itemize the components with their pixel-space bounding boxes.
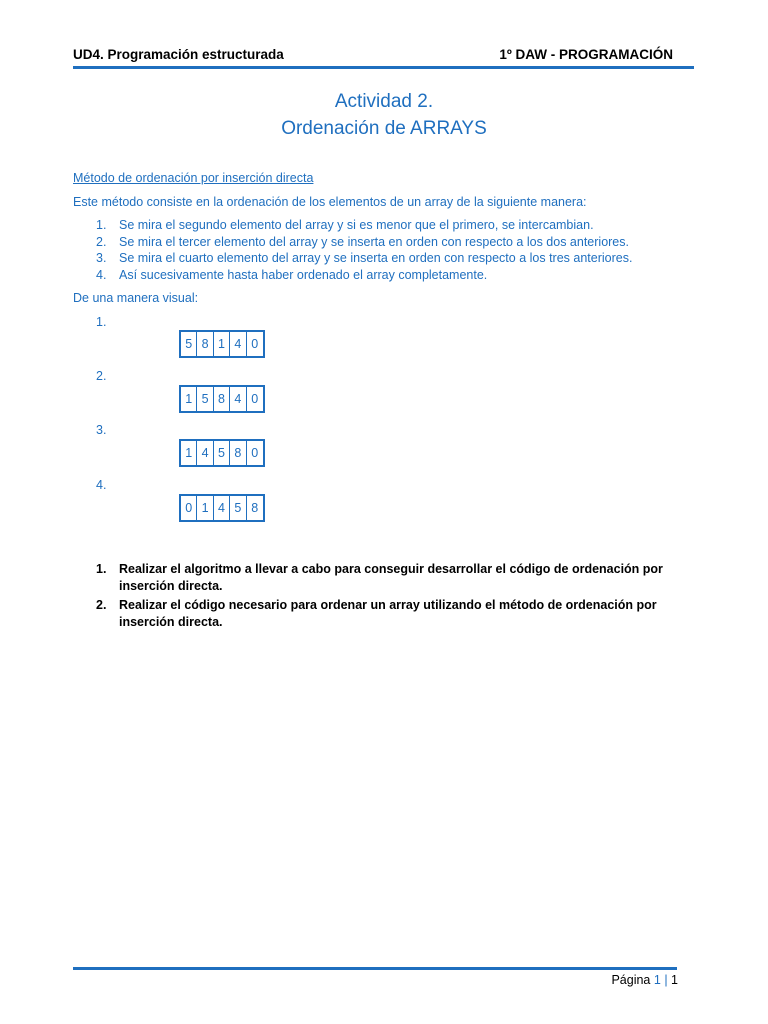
list-text: Se mira el tercer elemento del array y se inserta en orden con respecto a los dos anteriores. — [119, 234, 629, 249]
array-cell: 8 — [230, 441, 246, 465]
list-number: 1. — [96, 218, 107, 232]
steps-list — [96, 217, 632, 283]
array-cell: 1 — [181, 387, 197, 411]
array-diagram — [179, 385, 265, 413]
list-text: Se mira el cuarto elemento del array y se inserta en orden con respecto a los tres anteriores. — [119, 251, 633, 265]
array-diagram — [179, 439, 265, 467]
visual-step-number: 1. — [96, 315, 107, 329]
array-cell: 0 — [251, 337, 259, 351]
page-label: Página — [611, 973, 651, 987]
task-text: Realizar el algoritmo a llevar a cabo para conseguir desarrollar el código de ordenación por inserción directa. — [119, 562, 663, 593]
task-item — [96, 597, 676, 631]
list-number: 3. — [96, 251, 107, 265]
intro-paragraph: Este método consiste en la ordenación de los elementos de un array de la siguiente manera: — [73, 195, 587, 209]
list-text: Así sucesivamente hasta haber ordenado el array completamente. — [119, 267, 488, 282]
array-cell: 0 — [251, 446, 259, 460]
header-divider — [73, 66, 694, 69]
header-course-name: 1º DAW - PROGRAMACIÓN — [499, 47, 673, 62]
header-course-unit: UD4. Programación estructurada — [73, 47, 284, 62]
list-number: 2. — [96, 234, 107, 249]
page-number — [611, 973, 678, 987]
footer-divider — [73, 967, 677, 970]
array-cell: 4 — [197, 441, 213, 465]
list-text: Se mira el segundo elemento del array y si es menor que el primero, se intercambian. — [119, 218, 594, 232]
list-number: 4. — [96, 267, 107, 282]
array-cell: 5 — [181, 332, 197, 356]
task-number: 2. — [96, 598, 107, 612]
array-cell: 8 — [197, 332, 213, 356]
visual-label: De una manera visual: — [73, 291, 199, 305]
array-cell: 5 — [230, 496, 246, 520]
array-cell: 5 — [197, 387, 213, 411]
task-text: Realizar el código necesario para ordenar un array utilizando el método de ordenación por inserción directa. — [119, 598, 657, 629]
list-item — [96, 250, 632, 267]
list-item — [96, 267, 632, 284]
total-pages: 1 — [671, 973, 678, 987]
array-diagram — [179, 330, 265, 358]
array-cell: 1 — [214, 332, 230, 356]
array-cell: 8 — [214, 387, 230, 411]
array-cell: 0 — [181, 496, 197, 520]
array-cell: 1 — [197, 496, 213, 520]
visual-step-number: 2. — [96, 369, 107, 383]
array-cell: 5 — [214, 441, 230, 465]
task-number: 1. — [96, 562, 107, 576]
array-cell: 1 — [181, 441, 197, 465]
array-cell: 4 — [214, 496, 230, 520]
tasks-list — [96, 561, 676, 633]
array-cell: 4 — [230, 387, 246, 411]
visual-step-number: 4. — [96, 478, 107, 492]
activity-title: Actividad 2. — [334, 91, 434, 112]
array-diagram — [179, 494, 265, 522]
task-item — [96, 561, 676, 595]
array-cell: 0 — [251, 392, 259, 406]
section-heading: Método de ordenación por inserción directa — [73, 171, 314, 185]
activity-subtitle: Ordenación de ARRAYS — [281, 118, 487, 139]
list-item — [96, 217, 632, 234]
visual-step-number: 3. — [96, 423, 107, 437]
current-page: 1 — [653, 973, 661, 987]
page-separator: | — [664, 973, 668, 987]
array-cell: 4 — [230, 332, 246, 356]
list-item — [96, 234, 632, 251]
array-cell: 8 — [251, 501, 259, 515]
